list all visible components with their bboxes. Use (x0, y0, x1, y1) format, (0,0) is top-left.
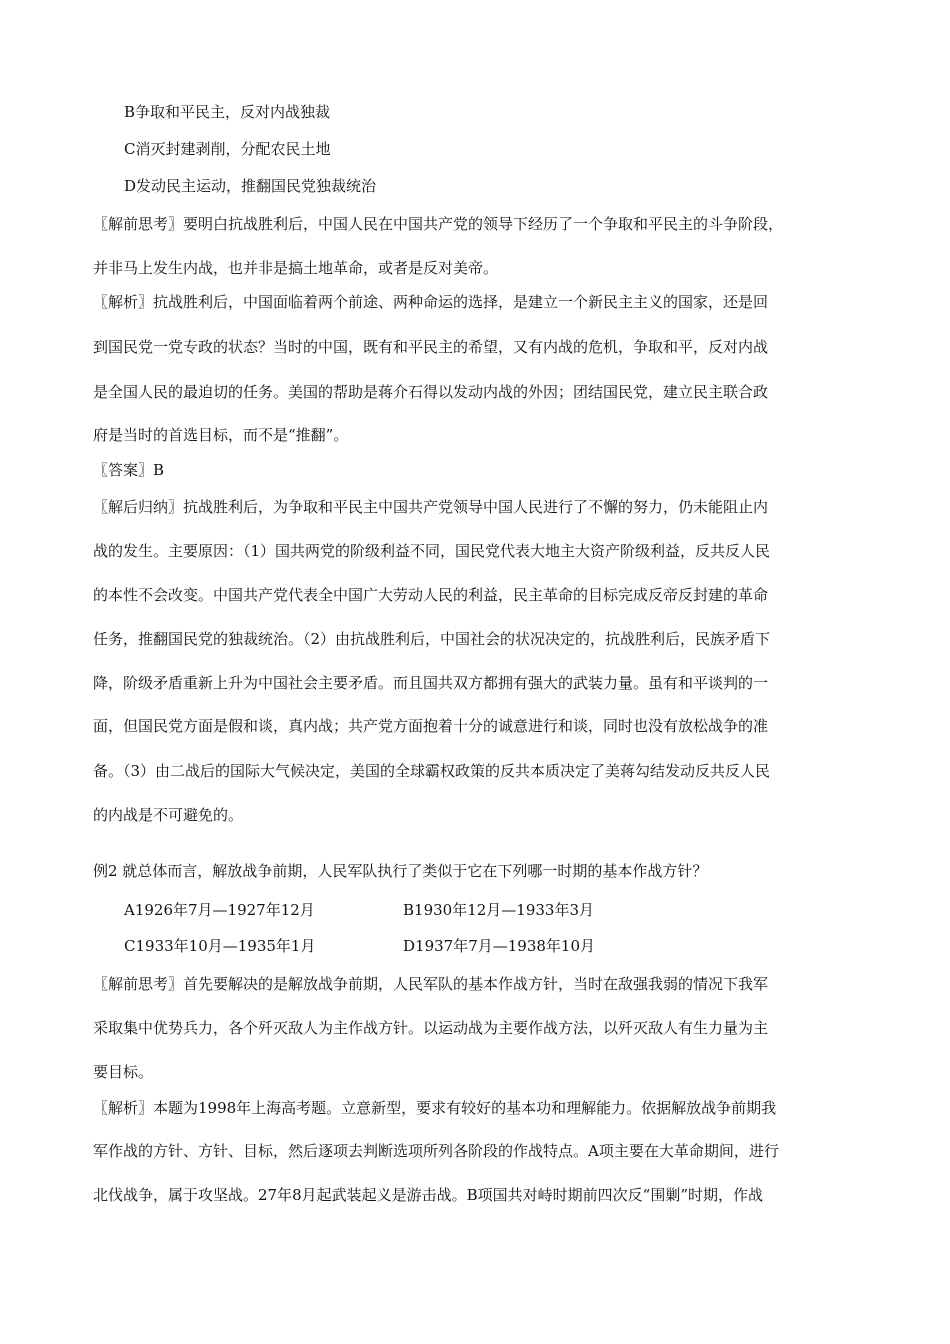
summary-paragraph-line: 降，阶级矛盾重新上升为中国社会主要矛盾。而且国共双方都拥有强大的武装力量。虽有和平谈判的一 (93, 674, 769, 692)
analysis-paragraph-line: 府是当时的首选目标，而不是“推翻”。 (93, 426, 349, 444)
analysis-paragraph-line: 〖解析〗抗战胜利后，中国面临着两个前途、两种命运的选择，是建立一个新民主主义的国家，还是回 (93, 293, 769, 311)
option-b-text: B1930年12月—1933年3月 (403, 901, 595, 919)
summary-paragraph-line: 任务，推翻国民党的独裁统治。（2）由抗战胜利后，中国社会的状况决定的，抗战胜利后，民族矛盾下 (93, 630, 771, 648)
example-2-question: 例2 就总体而言，解放战争前期，人民军队执行了类似于它在下列哪一时期的基本作战方针？ (93, 862, 708, 880)
summary-paragraph-line: 战的发生。主要原因：（1）国共两党的阶级利益不同，国民党代表大地主大资产阶级利益，反共反人民 (93, 542, 771, 560)
analysis-paragraph-line: 军作战的方针、方针、目标，然后逐项去判断选项所列各阶段的作战特点。A项主要在大革命期间，进行 (93, 1142, 779, 1160)
analysis-paragraph-line: 北伐战争，属于攻坚战。27年8月起武装起义是游击战。B项国共对峙时期前四次反“围剿”时期，作战 (93, 1186, 763, 1204)
option-c-text: C1933年10月—1935年1月 (124, 937, 316, 955)
option-a-text: A1926年7月—1927年12月 (124, 901, 315, 919)
pre-thinking-paragraph-line: 并非马上发生内战，也并非是搞土地革命，或者是反对美帝。 (93, 259, 499, 277)
pre-thinking-paragraph-line: 要目标。 (93, 1063, 154, 1081)
summary-paragraph-line: 备。（3）由二战后的国际大气候决定，美国的全球霸权政策的反共本质决定了美蒋勾结发动反共反人民 (93, 762, 771, 780)
option-b-text: B争取和平民主，反对内战独裁 (124, 103, 331, 121)
summary-paragraph-line: 〖解后归纳〗抗战胜利后，为争取和平民主中国共产党领导中国人民进行了不懈的努力，仍未能阻止内 (93, 498, 769, 516)
summary-paragraph-line: 的本性不会改变。中国共产党代表全中国广大劳动人民的利益，民主革命的目标完成反帝反封建的革命 (93, 586, 769, 604)
analysis-paragraph-line: 〖解析〗本题为1998年上海高考题。立意新型，要求有较好的基本功和理解能力。依据解放战争前期我 (93, 1099, 777, 1117)
answer-line: 〖答案〗B (93, 461, 165, 479)
summary-paragraph-line: 的内战是不可避免的。 (93, 806, 244, 824)
analysis-paragraph-line: 到国民党一党专政的状态？当时的中国，既有和平民主的希望，又有内战的危机，争取和平，反对内战 (93, 338, 769, 356)
pre-thinking-paragraph-line: 〖解前思考〗要明白抗战胜利后，中国人民在中国共产党的领导下经历了一个争取和平民主的斗争阶段， (93, 215, 784, 233)
summary-paragraph-line: 面，但国民党方面是假和谈，真内战；共产党方面抱着十分的诚意进行和谈，同时也没有放松战争的准 (93, 717, 769, 735)
analysis-paragraph-line: 是全国人民的最迫切的任务。美国的帮助是蒋介石得以发动内战的外因；团结国民党，建立民主联合政 (93, 383, 769, 401)
pre-thinking-paragraph-line: 采取集中优势兵力，各个歼灭敌人为主作战方针。以运动战为主要作战方法，以歼灭敌人有生力量为主 (93, 1019, 769, 1037)
option-d-text: D1937年7月—1938年10月 (403, 937, 596, 955)
option-d-text: D发动民主运动，推翻国民党独裁统治 (124, 177, 377, 195)
option-c-text: C消灭封建剥削，分配农民土地 (124, 140, 331, 158)
pre-thinking-paragraph-line: 〖解前思考〗首先要解决的是解放战争前期，人民军队的基本作战方针，当时在敌强我弱的情况下我军 (93, 975, 769, 993)
